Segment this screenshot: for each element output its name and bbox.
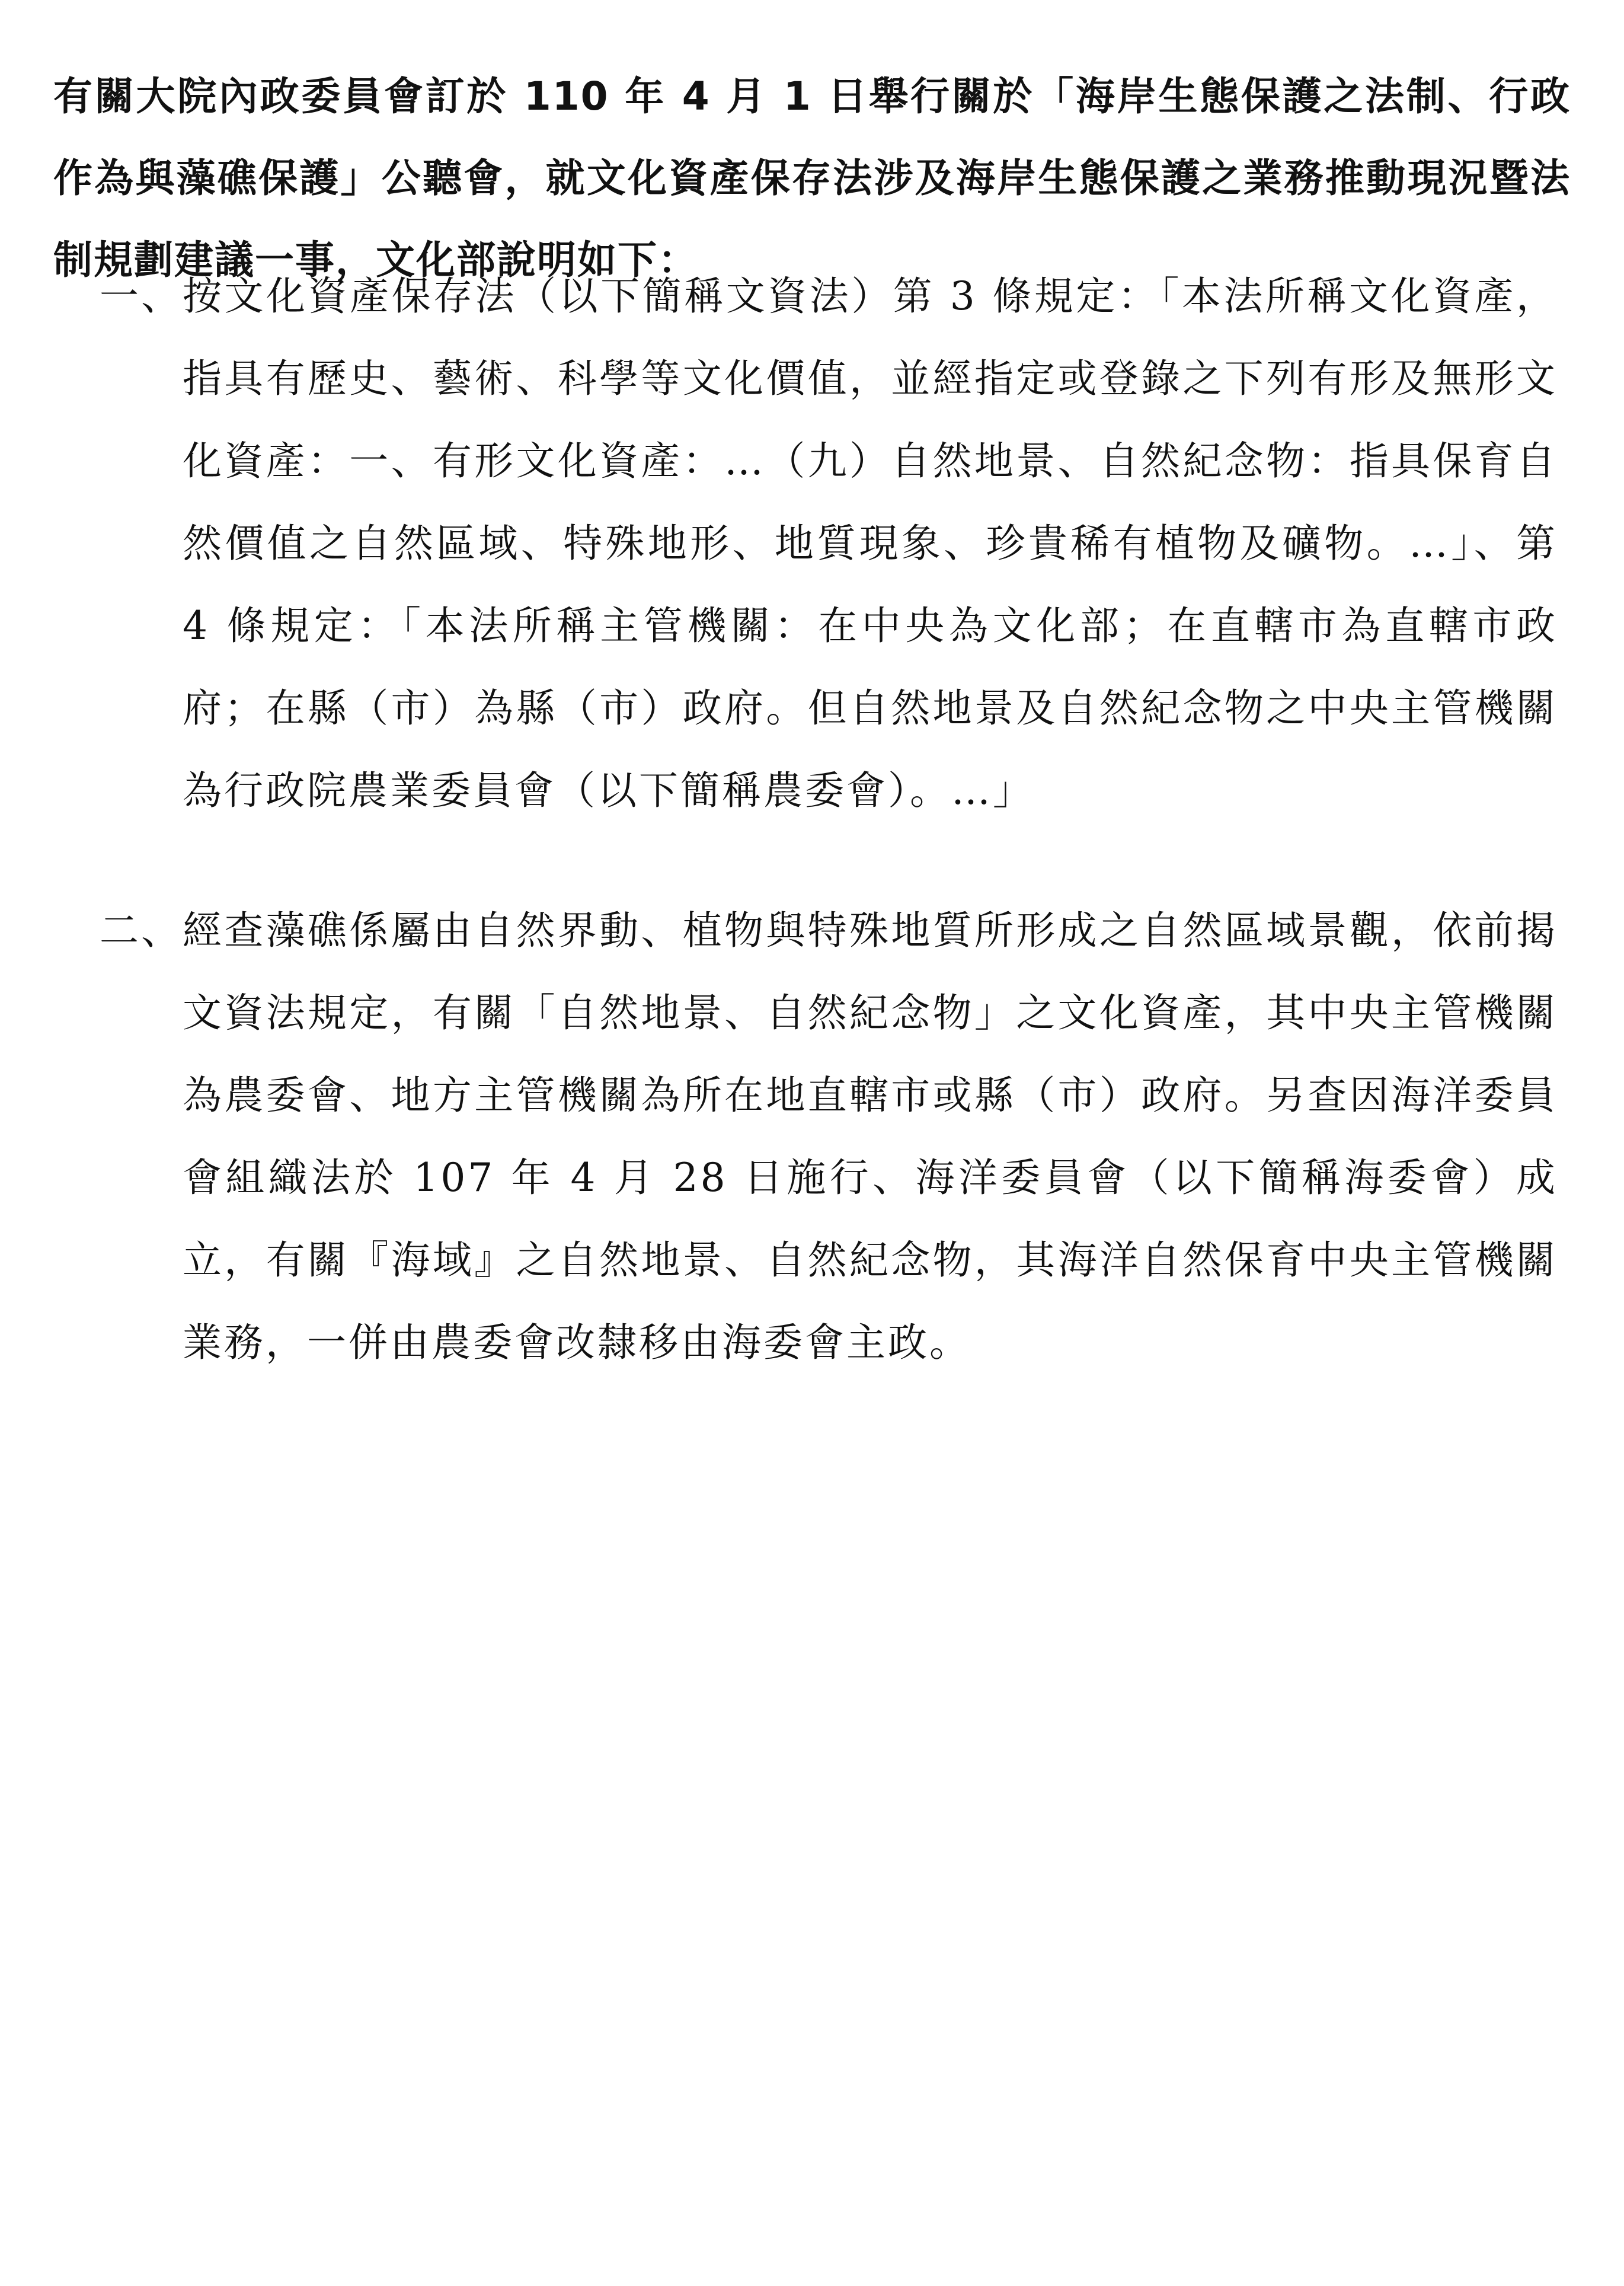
- list-item-1: [100, 255, 1558, 832]
- item-text-1: 按文化資產保存法（以下簡稱文資法）第 3 條規定：「本法所稱文化資產，指具有歷史、藝術、科學等文化價值，並經指定或登錄之下列有形及無形文化資產：一、有形文化資產：…（九）自然地景、自然紀念物：指具保育自然價值之自然區域、特殊地形、地質現象、珍貴稀有植物及礦物。…」、第 4 條規定：「本法所稱主管機關：在中央為文化部；在直轄市為直轄市政府；在縣（市）為縣（市）政府。但自然地景及自然紀念物之中央主管機關為行政院農業委員會（以下簡稱農委會）。…」: [183, 273, 1558, 813]
- item-text-2: 經查藻礁係屬由自然界動、植物與特殊地質所形成之自然區域景觀，依前揭文資法規定，有關「自然地景、自然紀念物」之文化資產，其中央主管機關為農委會、地方主管機關為所在地直轄市或縣（市）政府。另查因海洋委員會組織法於 107 年 4 月 28 日施行、海洋委員會（以下簡稱海委會）成立，有關『海域』之自然地景、自然紀念物，其海洋自然保育中央主管機關業務，一併由農委會改隸移由海委會主政。: [183, 908, 1558, 1365]
- item-number-1: 一、: [100, 273, 183, 319]
- intro-paragraph: 有關大院內政委員會訂於 110 年 4 月 1 日舉行關於「海岸生態保護之法制、行政作為與藻礁保護」公聽會，就文化資產保存法涉及海岸生態保護之業務推動現況暨法制規劃建議一事，文化部說明如下：: [53, 74, 1571, 283]
- list-item-2: [100, 889, 1558, 1384]
- item-number-2: 二、: [100, 908, 183, 953]
